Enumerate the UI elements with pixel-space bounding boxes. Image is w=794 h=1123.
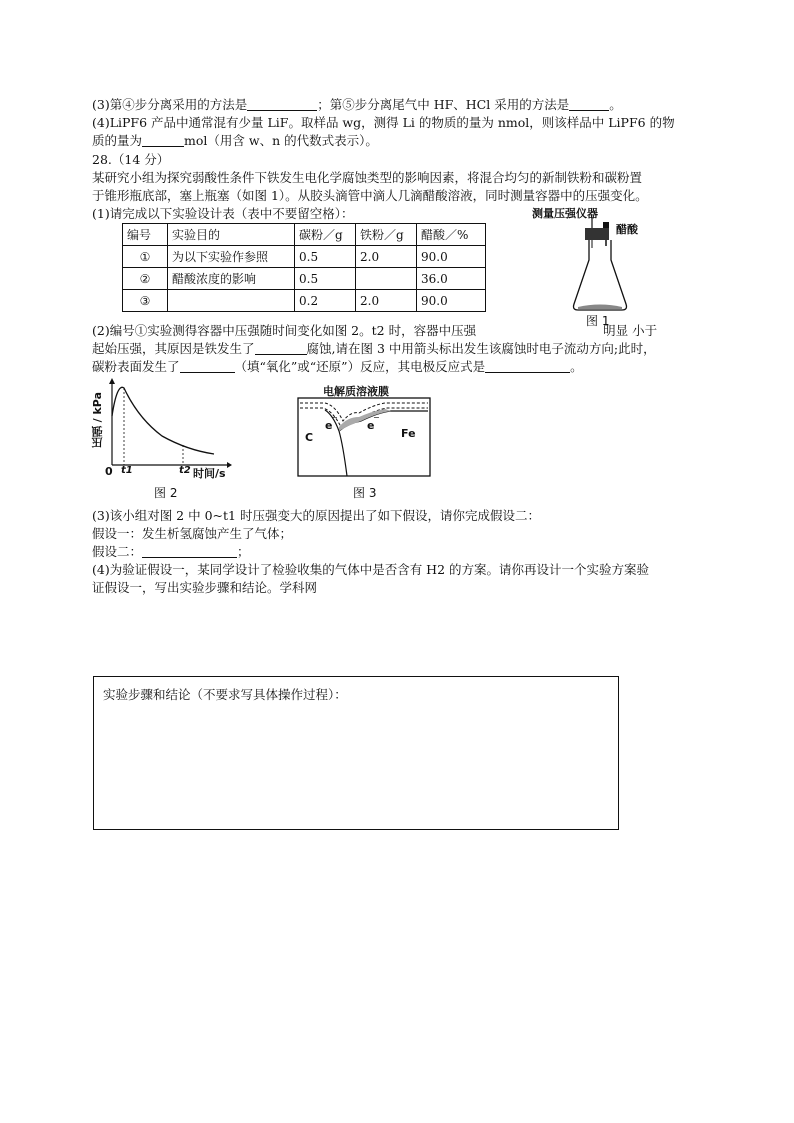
- table-cell: ②: [123, 268, 168, 290]
- iron-label: Fe: [401, 427, 416, 440]
- question-3-line1: (3)该小组对图 2 中 0~t1 时压强变大的原因提出了如下假设，请你完成假设二：: [92, 508, 540, 523]
- question-4-line1b: (4)为验证假设一，某同学设计了检验收集的气体中是否含有 H2 的方案。请你再设计一个实验方案验: [92, 562, 650, 577]
- electron-label: e: [367, 419, 375, 432]
- figure-2: [92, 378, 232, 498]
- figure-2-caption: 图 2: [154, 486, 178, 500]
- intro-line2: 于锥形瓶底部，塞上瓶塞（如图 1）。从胶头滴管中滴人几滴醋酸溶液，同时测量容器中的压强变化。: [92, 188, 648, 203]
- question-4-line1: (4)LiPF6 产品中通常混有少量 LiF。取样品 wg，测得 Li 的物质的量为 nmol，则该样品中 LiPF6 的物: [92, 115, 675, 130]
- table-cell-blank[interactable]: [168, 290, 295, 312]
- answer-blank[interactable]: [142, 133, 184, 147]
- table-cell: 90.0: [417, 246, 486, 268]
- t2-label: t2: [179, 465, 191, 476]
- pressure-axis-label: 压强 / kPa: [91, 392, 104, 449]
- hypothesis-2: 假设二： ；: [92, 544, 250, 559]
- table-header-cell: 醋酸／%: [417, 224, 486, 246]
- question-28-number: 28.（14 分）: [92, 152, 170, 167]
- answer-blank[interactable]: [569, 97, 609, 111]
- question-2-line1: (2)编号①实验测得容器中压强随时间变化如图 2。t2 时，容器中压强 明显 小于: [92, 323, 658, 338]
- table-cell: ①: [123, 246, 168, 268]
- subquestion-1: (1)请完成以下实验设计表（表中不要留空格）：: [92, 206, 354, 221]
- table-cell-blank[interactable]: [356, 268, 417, 290]
- answer-blank[interactable]: [485, 359, 570, 373]
- table-cell: 0.2: [295, 290, 356, 312]
- table-cell: 36.0: [417, 268, 486, 290]
- electron-label: e: [325, 419, 333, 432]
- answer-blank[interactable]: [247, 97, 317, 111]
- table-cell: ③: [123, 290, 168, 312]
- answer-blank[interactable]: [142, 544, 237, 558]
- hypothesis-1: 假设一：发生析氢腐蚀产生了气体；: [92, 526, 293, 541]
- table-header-cell: 铁粉／g: [356, 224, 417, 246]
- origin-label: 0: [105, 465, 113, 478]
- answer-blank[interactable]: [255, 341, 307, 355]
- experiment-table: [122, 223, 486, 312]
- table-cell: 90.0: [417, 290, 486, 312]
- time-axis-label: 时间/s: [193, 467, 226, 480]
- question-2-line2: 起始压强，其原因是铁发生了 腐蚀,请在图 3 中用箭头标出发生该腐蚀时电子流动方向;此时，: [92, 341, 656, 356]
- table-cell: 2.0: [356, 246, 417, 268]
- pressure-graph: [92, 378, 232, 478]
- table-row: [123, 290, 486, 312]
- table-cell: 0.5: [295, 246, 356, 268]
- table-cell: 2.0: [356, 290, 417, 312]
- question-3: (3)第④步分离采用的方法是 ；第⑤步分离尾气中 HF、HCl 采用的方法是 。: [92, 97, 622, 112]
- table-header-cell: 碳粉／g: [295, 224, 356, 246]
- electron-charge: −: [331, 413, 338, 422]
- table-header-cell: 实验目的: [168, 224, 295, 246]
- figure-3-caption: 图 3: [353, 486, 377, 500]
- figure-3: [295, 383, 435, 501]
- electron-charge: −: [373, 413, 380, 422]
- t1-label: t1: [121, 465, 133, 476]
- answer-box-title: 实验步骤和结论（不要求写具体操作过程）：: [103, 687, 347, 702]
- membrane-label: 电解质溶液膜: [323, 385, 389, 398]
- answer-blank[interactable]: [180, 359, 235, 373]
- table-cell: 为以下实验作参照: [168, 246, 295, 268]
- table-cell: 0.5: [295, 268, 356, 290]
- table-row: [123, 268, 486, 290]
- acetic-acid-label: 醋酸: [616, 223, 638, 236]
- table-header-row: [123, 224, 486, 246]
- question-4-line2: 质的量为 mol（用含 w、n 的代数式表示）。: [92, 133, 378, 148]
- carbon-label: C: [305, 431, 314, 444]
- answer-box[interactable]: [93, 676, 619, 830]
- table-cell: 醋酸浓度的影响: [168, 268, 295, 290]
- instrument-label: 测量压强仪器: [532, 207, 598, 220]
- intro-line1: 某研究小组为探究弱酸性条件下铁发生电化学腐蚀类型的影响因素，将混合均匀的新制铁粉和碳粉置: [92, 170, 643, 185]
- table-header-cell: 编号: [123, 224, 168, 246]
- figure-1: [530, 206, 650, 331]
- figure-1-caption: 图 1: [586, 314, 610, 328]
- question-4-line2b: 证假设一，写出实验步骤和结论。学科网: [92, 580, 318, 595]
- table-row: [123, 246, 486, 268]
- question-2-line3: 碳粉表面发生了 （填“氧化”或“还原”）反应，其电极反应式是 。: [92, 359, 583, 374]
